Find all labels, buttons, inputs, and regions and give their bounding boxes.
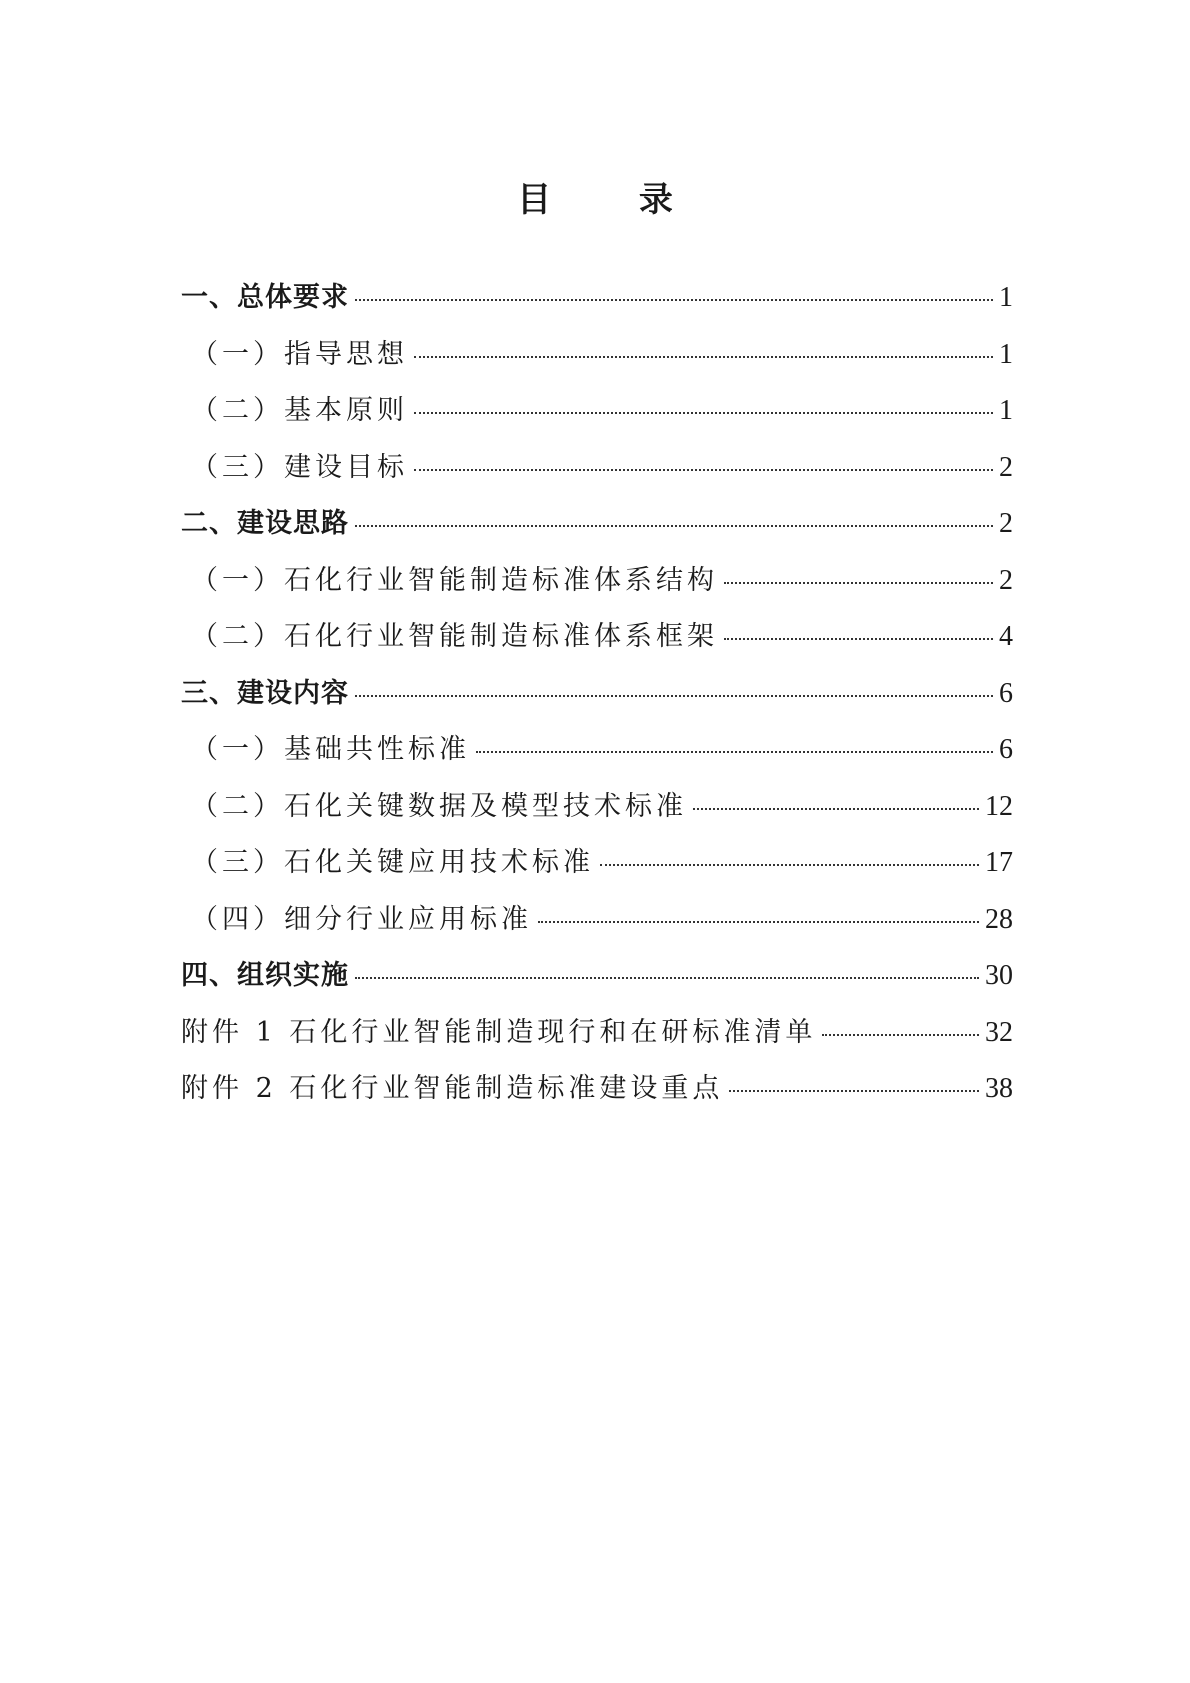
toc-entry[interactable]: [181, 779, 1013, 836]
toc-entry-text: 三、建设内容: [181, 677, 349, 709]
toc-page-number: 38: [985, 1073, 1013, 1104]
toc-leader-dots: [414, 469, 993, 471]
toc-entry-text: （二）基本原则: [191, 395, 408, 426]
toc-page-number: 6: [999, 734, 1013, 765]
toc-page-number: 2: [999, 508, 1013, 539]
toc-entry[interactable]: [181, 948, 1013, 1005]
page-title: 目 录: [517, 180, 711, 220]
toc-leader-dots: [724, 638, 993, 640]
toc-entry-text: 四、组织实施: [181, 960, 349, 991]
toc-entry[interactable]: [181, 327, 1013, 384]
toc-entry[interactable]: [181, 496, 1013, 553]
toc-entry-text: （四）细分行业应用标准: [191, 903, 532, 935]
toc-entry-text: （三）建设目标: [191, 451, 408, 483]
toc-entry-text: （一）基础共性标准: [191, 734, 470, 765]
toc-entry-text: （一）石化行业智能制造标准体系结构: [191, 564, 718, 596]
toc-entry[interactable]: [181, 609, 1013, 666]
toc-leader-dots: [476, 751, 993, 753]
toc-page-number: 17: [985, 847, 1013, 878]
toc-entry[interactable]: [181, 892, 1013, 949]
toc-entry-text: （二）石化行业智能制造标准体系框架: [191, 621, 718, 652]
toc-leader-dots: [414, 356, 993, 358]
toc-page-number: 1: [999, 338, 1013, 370]
toc-page-number: 1: [999, 282, 1013, 313]
toc-leader-dots: [693, 808, 979, 810]
toc-leader-dots: [600, 864, 979, 866]
toc-leader-dots: [355, 977, 979, 979]
toc-entry-appendix[interactable]: [181, 1061, 1013, 1118]
toc-page-number: 32: [985, 1016, 1013, 1048]
toc-entry-text: （一）指导思想: [191, 338, 408, 370]
table-of-contents: [181, 270, 1013, 1118]
toc-page-number: 2: [999, 564, 1013, 596]
toc-page-number: 30: [985, 960, 1013, 991]
toc-entry-text: 附件 1 石化行业智能制造现行和在研标准清单: [181, 1016, 817, 1048]
toc-leader-dots: [729, 1090, 979, 1092]
toc-page-number: 4: [999, 621, 1013, 652]
toc-page-number: 2: [999, 451, 1013, 483]
toc-entry[interactable]: [181, 383, 1013, 440]
toc-page-number: 28: [985, 903, 1013, 935]
toc-leader-dots: [355, 525, 993, 527]
toc-entry-text: （二）石化关键数据及模型技术标准: [191, 790, 687, 822]
toc-leader-dots: [822, 1034, 979, 1036]
toc-entry[interactable]: [181, 722, 1013, 779]
toc-leader-dots: [724, 582, 993, 584]
toc-entry[interactable]: [181, 666, 1013, 723]
toc-entry-text: （三）石化关键应用技术标准: [191, 847, 594, 878]
toc-entry[interactable]: [181, 270, 1013, 327]
toc-entry-appendix[interactable]: [181, 1005, 1013, 1062]
toc-entry-text: 一、总体要求: [181, 282, 349, 313]
toc-entry[interactable]: [181, 835, 1013, 892]
toc-leader-dots: [355, 695, 993, 697]
toc-leader-dots: [355, 299, 993, 301]
toc-entry-text: 二、建设思路: [181, 508, 349, 539]
toc-leader-dots: [538, 921, 979, 923]
toc-page-number: 1: [999, 395, 1013, 426]
toc-page-number: 12: [985, 790, 1013, 822]
toc-entry[interactable]: [181, 553, 1013, 610]
toc-entry[interactable]: [181, 440, 1013, 497]
toc-entry-text: 附件 2 石化行业智能制造标准建设重点: [181, 1073, 724, 1104]
toc-leader-dots: [414, 412, 993, 414]
toc-page-number: 6: [999, 677, 1013, 709]
